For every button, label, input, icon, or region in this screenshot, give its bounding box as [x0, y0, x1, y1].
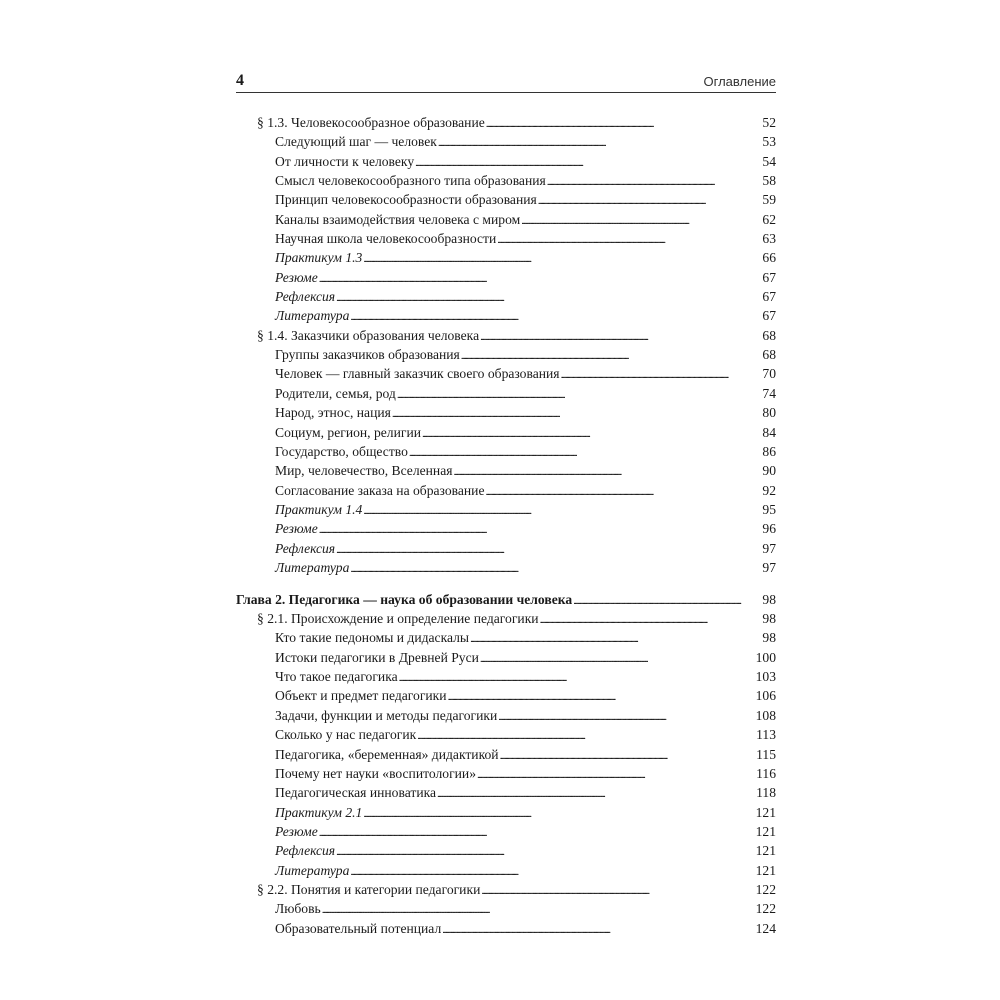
toc-entry-page: 115 [756, 746, 776, 762]
toc-entry-title: § 1.3. Человекосообразное образование [257, 115, 485, 130]
toc-entry-page: 95 [762, 501, 776, 517]
toc-entry[interactable] [236, 384, 776, 403]
toc-entry-page: 54 [762, 153, 776, 169]
toc-entry-page: 100 [755, 649, 776, 665]
toc-entry-page: 80 [762, 405, 776, 421]
dot-leader [442, 919, 754, 940]
toc-section[interactable] [236, 609, 776, 628]
toc-entry-page: 90 [762, 463, 776, 479]
toc-entry[interactable] [236, 558, 776, 577]
toc-entry-page: 97 [762, 559, 776, 575]
toc-entry[interactable] [236, 345, 776, 364]
running-title: Оглавление [703, 74, 776, 89]
toc-entry-page: 52 [762, 115, 776, 130]
toc-entry-page: 59 [762, 192, 776, 208]
toc-entry-page: 86 [762, 443, 776, 459]
toc-entry-title: Научная школа человекосообразности [275, 231, 497, 247]
dot-leader [392, 403, 762, 424]
toc-entry[interactable] [236, 461, 776, 480]
toc-entry-page: 67 [762, 269, 776, 285]
toc-entry[interactable] [236, 706, 776, 725]
toc-entry-title: Практикум 1.4 [275, 501, 363, 517]
toc-entry-page: 68 [762, 347, 776, 363]
toc-entry-title: Следующий шаг — человек [275, 134, 437, 150]
toc-entry-page: 121 [755, 843, 776, 859]
toc-entry[interactable] [236, 745, 776, 764]
toc-entry[interactable] [236, 841, 776, 860]
toc-entry-title: Литература [275, 308, 350, 324]
toc-entry-page: 67 [762, 308, 776, 324]
page-header [236, 72, 776, 93]
toc-entry[interactable] [236, 132, 776, 151]
toc-entry-title: Государство, общество [275, 443, 408, 459]
toc-entry-page: 108 [755, 707, 776, 723]
dot-leader [500, 745, 756, 766]
toc-entry-title: Рефлексия [275, 540, 336, 556]
toc-entry-page: 96 [762, 521, 776, 537]
toc-entry-page: 58 [762, 173, 776, 189]
toc-entry[interactable] [236, 248, 776, 267]
toc-entry[interactable] [236, 539, 776, 558]
toc-entry-page: 67 [762, 289, 776, 305]
toc-entry-page: 122 [755, 901, 776, 917]
toc-entry-title: § 1.4. Заказчики образования человека [257, 327, 480, 343]
toc-entry-title: Народ, этнос, нация [275, 405, 391, 421]
toc-entry[interactable] [236, 306, 776, 325]
dot-leader [319, 268, 762, 289]
toc-entry-page: 68 [762, 327, 776, 343]
toc-entry-page: 116 [756, 765, 776, 781]
toc-entry-title: Литература [275, 559, 350, 575]
toc-entry[interactable] [236, 403, 776, 422]
dot-leader [319, 519, 762, 540]
toc-entry-title: Кто такие педономы и дидаскалы [275, 630, 470, 646]
toc-entry-page: 70 [762, 366, 776, 382]
toc-entry[interactable] [236, 190, 776, 209]
toc-entry-title: § 2.2. Понятия и категории педагогики [257, 881, 481, 897]
toc-entry[interactable] [236, 725, 776, 744]
toc-entry-page: 121 [755, 823, 776, 839]
toc-entry[interactable] [236, 210, 776, 229]
dot-leader [336, 841, 755, 862]
toc-entry-title: Рефлексия [275, 843, 336, 859]
toc-entry-title: Рефлексия [275, 289, 336, 305]
toc-entry-title: Каналы взаимодействия человека с миром [275, 211, 521, 227]
toc-entry-page: 98 [762, 630, 776, 646]
toc-entry-page: 66 [762, 250, 776, 266]
dot-leader [477, 764, 755, 785]
toc-entry[interactable] [236, 648, 776, 667]
dot-leader [417, 725, 755, 746]
toc-entry[interactable] [236, 423, 776, 442]
toc-entry[interactable] [236, 287, 776, 306]
dot-leader [409, 442, 762, 463]
dot-leader [336, 539, 761, 560]
toc-entry-title: Практикум 1.3 [275, 250, 363, 266]
dot-leader [350, 306, 761, 327]
dot-leader [498, 706, 754, 727]
toc-entry-title: Образовательный потенциал [275, 920, 442, 936]
toc-entry-page: 98 [762, 611, 776, 627]
toc-entry-title: От личности к человеку [275, 153, 415, 169]
toc-entry-title: Группы заказчиков образования [275, 347, 460, 363]
dot-leader [363, 803, 754, 824]
toc-entry[interactable] [236, 803, 776, 822]
dot-leader [480, 326, 761, 347]
toc-entry-page: 53 [762, 134, 776, 150]
toc-entry[interactable] [236, 442, 776, 461]
toc-entry-title: § 2.1. Происхождение и определение педагогики [257, 611, 539, 627]
toc-section[interactable] [236, 113, 776, 132]
dot-leader [438, 132, 762, 153]
toc-entry-title: Объект и предмет педагогики [275, 688, 447, 704]
dot-leader [319, 822, 755, 843]
dot-leader [480, 648, 755, 669]
dot-leader [573, 590, 761, 611]
toc-entry[interactable] [236, 667, 776, 686]
dot-leader [540, 609, 762, 630]
toc-entry[interactable] [236, 268, 776, 287]
toc-entry[interactable] [236, 919, 776, 938]
dot-leader [470, 628, 761, 649]
toc-entry-title: Почему нет науки «воспитологии» [275, 765, 476, 781]
toc-entry-page: 113 [756, 727, 776, 743]
toc-section[interactable] [236, 880, 776, 899]
toc-entry-page: 122 [755, 881, 776, 897]
page-number: 4 [236, 72, 244, 89]
dot-leader [322, 899, 755, 920]
dot-leader [497, 229, 761, 250]
toc-entry[interactable] [236, 764, 776, 783]
toc-entry[interactable] [236, 229, 776, 248]
toc-entry-title: Задачи, функции и методы педагогики [275, 707, 498, 723]
dot-leader [486, 113, 762, 134]
toc-entry-page: 84 [762, 424, 776, 440]
dot-leader [363, 248, 761, 269]
toc-entry-page: 121 [755, 862, 776, 878]
toc-entry-page: 106 [755, 688, 776, 704]
toc-entry-page: 74 [762, 385, 776, 401]
dot-leader [561, 364, 762, 385]
toc-entry[interactable] [236, 481, 776, 500]
toc-entry-title: Социум, регион, религии [275, 424, 421, 440]
toc-entry-title: Резюме [275, 823, 318, 839]
toc-entry[interactable] [236, 364, 776, 383]
toc-entry-title: Любовь [275, 901, 321, 917]
dot-leader [363, 500, 761, 521]
toc-entry-page: 63 [762, 231, 776, 247]
toc-entry[interactable] [236, 686, 776, 705]
toc-entry-page: 124 [755, 920, 776, 936]
toc-entry-page: 103 [755, 669, 776, 685]
toc-entry-title: Что такое педагогика [275, 669, 398, 685]
toc-entry-title: Принцип человекосообразности образования [275, 192, 537, 208]
toc-entry-title: Смысл человекосообразного типа образования [275, 173, 546, 189]
toc-entry[interactable] [236, 628, 776, 647]
dot-leader [399, 667, 755, 688]
toc-entry-title: Глава 2. Педагогика — наука об образовании человека [236, 591, 573, 607]
dot-leader [461, 345, 762, 366]
toc-entry[interactable] [236, 822, 776, 841]
dot-leader [521, 210, 761, 231]
toc-entry[interactable] [236, 519, 776, 538]
toc-entry-title: Истоки педагогики в Древней Руси [275, 649, 479, 665]
toc-entry[interactable] [236, 171, 776, 190]
toc-entry-page: 121 [755, 804, 776, 820]
dot-leader [485, 481, 761, 502]
toc-entry-page: 62 [762, 211, 776, 227]
toc-entry-title: Мир, человечество, Вселенная [275, 463, 453, 479]
table-of-contents [236, 113, 776, 938]
toc-entry[interactable] [236, 861, 776, 880]
dot-leader [397, 384, 762, 405]
toc-entry-page: 97 [762, 540, 776, 556]
toc-entry-title: Педагогика, «беременная» дидактикой [275, 746, 499, 762]
toc-entry-title: Сколько у нас педагогик [275, 727, 417, 743]
toc-entry-page: 92 [762, 482, 776, 498]
toc-chapter[interactable] [236, 590, 776, 609]
toc-entry-title: Резюме [275, 521, 318, 537]
dot-leader [437, 783, 755, 804]
toc-entry[interactable] [236, 783, 776, 802]
dot-leader [538, 190, 762, 211]
dot-leader [350, 861, 754, 882]
toc-entry-title: Человек — главный заказчик своего образования [275, 366, 560, 382]
dot-leader [415, 152, 761, 173]
dot-leader [336, 287, 761, 308]
toc-entry[interactable] [236, 899, 776, 918]
toc-entry-title: Практикум 2.1 [275, 804, 363, 820]
toc-entry-title: Резюме [275, 269, 318, 285]
dot-leader [422, 423, 761, 444]
toc-entry[interactable] [236, 152, 776, 171]
toc-entry-title: Согласование заказа на образование [275, 482, 485, 498]
dot-leader [547, 171, 762, 192]
toc-entry-title: Родители, семья, род [275, 385, 396, 401]
dot-leader [448, 686, 755, 707]
dot-leader [454, 461, 762, 482]
toc-entry-title: Педагогическая инноватика [275, 785, 437, 801]
toc-section[interactable] [236, 326, 776, 345]
toc-entry-page: 118 [756, 785, 776, 801]
toc-entry[interactable] [236, 500, 776, 519]
dot-leader [481, 880, 754, 901]
toc-entry-title: Литература [275, 862, 350, 878]
dot-leader [350, 558, 761, 579]
toc-entry-page: 98 [762, 591, 776, 607]
